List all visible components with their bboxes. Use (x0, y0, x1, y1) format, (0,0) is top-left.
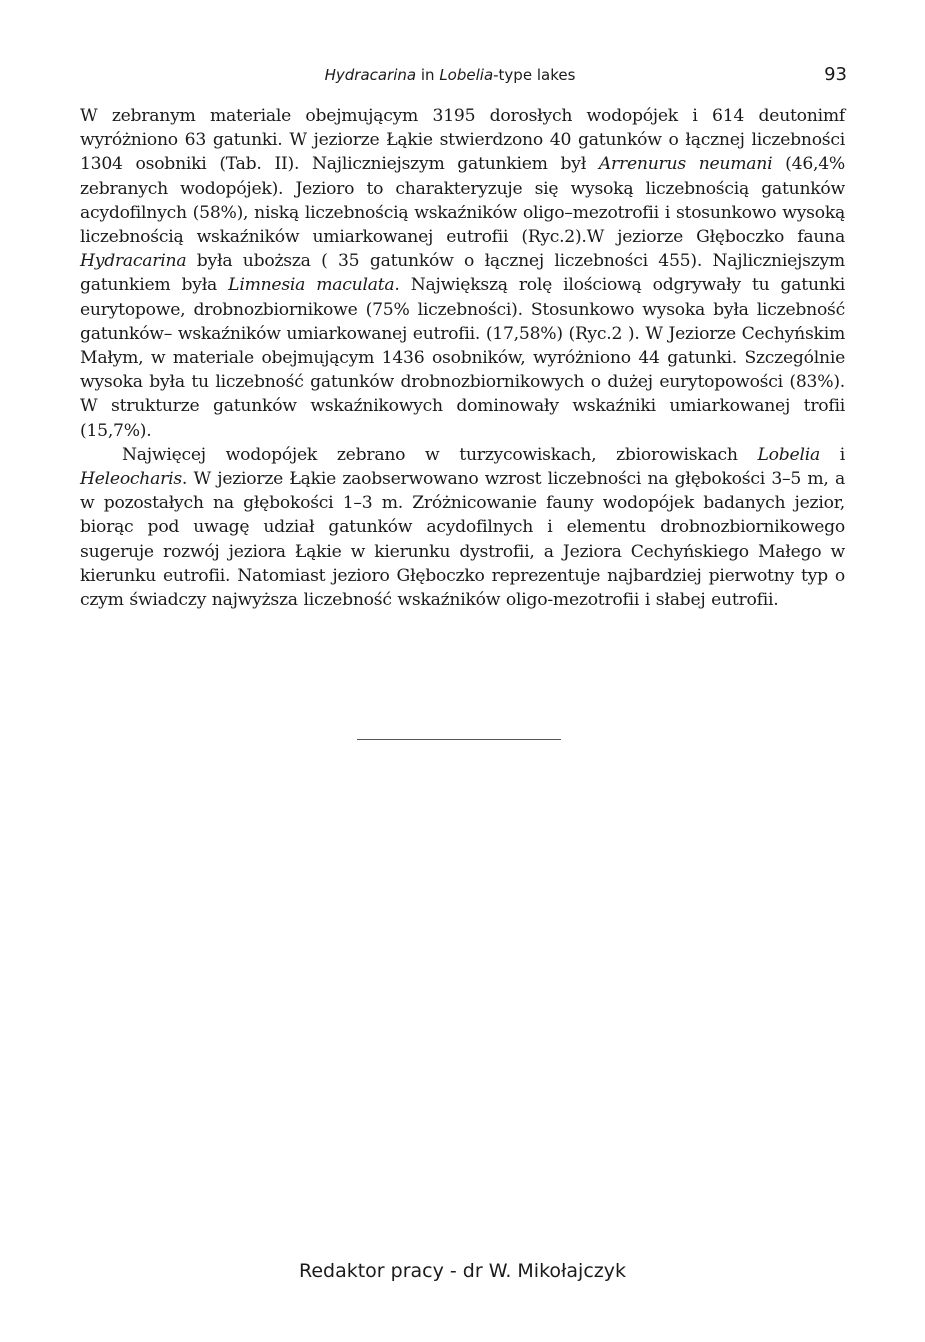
section-divider (357, 739, 561, 740)
genus-lobelia: Lobelia (757, 444, 820, 465)
taxon-hydracarina: Hydracarina (80, 251, 187, 272)
paragraph-conclusions-text-1: Najwięcej wodopójek zebrano w turzycowiskach, zbiorowiskach (122, 444, 758, 465)
species-limnesia-maculata: Limnesia maculata (228, 275, 395, 296)
running-title-taxon: Hydracarina (324, 66, 417, 84)
body-text (80, 104, 845, 612)
running-title-in: in (416, 66, 440, 84)
editor-credit: Redaktor pracy - dr W. Mikołajczyk (298, 1260, 627, 1282)
running-head (0, 64, 925, 86)
paragraph-conclusions-text-3: . W jeziorze Łąkie zaobserwowano wzrost liczebności na głębokości 3–5 m, a w pozostałych na głębokości 1–3 m. Zróżnicowanie fauny wodopójek badanych jezior, biorąc pod uwagę udział gatunków acydofilnych i elementu drobnozbiornikowego sugeruje rozwój jeziora Łąkie w kierunku dystrofii, a Jeziora Cechyńskiego Małego w kierunku eutrofii. Natomiast jezioro Głęboczko reprezentuje najbardziej pierwotny typ o czym świadczy najwyższa liczebność wskaźników oligo-mezotrofii i słabej eutrofii. (80, 469, 845, 611)
paragraph-results (80, 104, 845, 443)
paragraph-conclusions (80, 443, 845, 612)
paragraph-results-text-2: (46,4% zebranych wodopójek). Jezioro to charakteryzuje się wysoką liczebnością gatunków acydofilnych (58%), niską liczebnością wskaźników oligo–mezotrofii i stosunkowo wysoką liczebnością wskaźników umiarkowanej eutrofii (Ryc.2).W jeziorze Głęboczko fauna (80, 154, 845, 248)
paragraph-results-text-4: . Największą rolę ilościową odgrywały tu gatunki eurytopowe, drobnozbiornikowe (75% liczebności). Stosunkowo wysoka była liczebność gatunków– wskaźników umiarkowanej eutrofii. (17,58%) (Ryc.2 ). W Jeziorze Cechyńskim Małym, w materiale obejmującym 1436 osobników, wyróżniono 44 gatunki. Szczególnie wysoka była tu liczebność gatunków drobnozbiornikowych o dużej eurytopowości (83%). W strukturze gatunków wskaźnikowych dominowały wskaźniki umiarkowanej trofii (15,7%). (80, 275, 845, 441)
running-title (0, 64, 900, 86)
paragraph-conclusions-text-2: i (819, 444, 845, 465)
running-title-suffix: -type lakes (493, 66, 576, 84)
genus-heleocharis: Heleocharis (80, 469, 182, 490)
paragraph-results-text-3: była uboższa ( 35 gatunków o łącznej liczebności 455). Najliczniejszym gatunkiem była (80, 251, 845, 296)
page-number: 93 (824, 64, 847, 85)
species-arrenurus-neumani: Arrenurus neumani (598, 154, 773, 175)
running-title-genus: Lobelia (439, 66, 494, 84)
paragraph-results-text-1: W zebranym materiale obejmującym 3195 dorosłych wodopójek i 614 deutonimf wyróżniono 63 gatunki. W jeziorze Łąkie stwierdzono 40 gatunków o łącznej liczebności 1304 osobniki (Tab. II). Najliczniejszym gatunkiem był (80, 106, 845, 175)
